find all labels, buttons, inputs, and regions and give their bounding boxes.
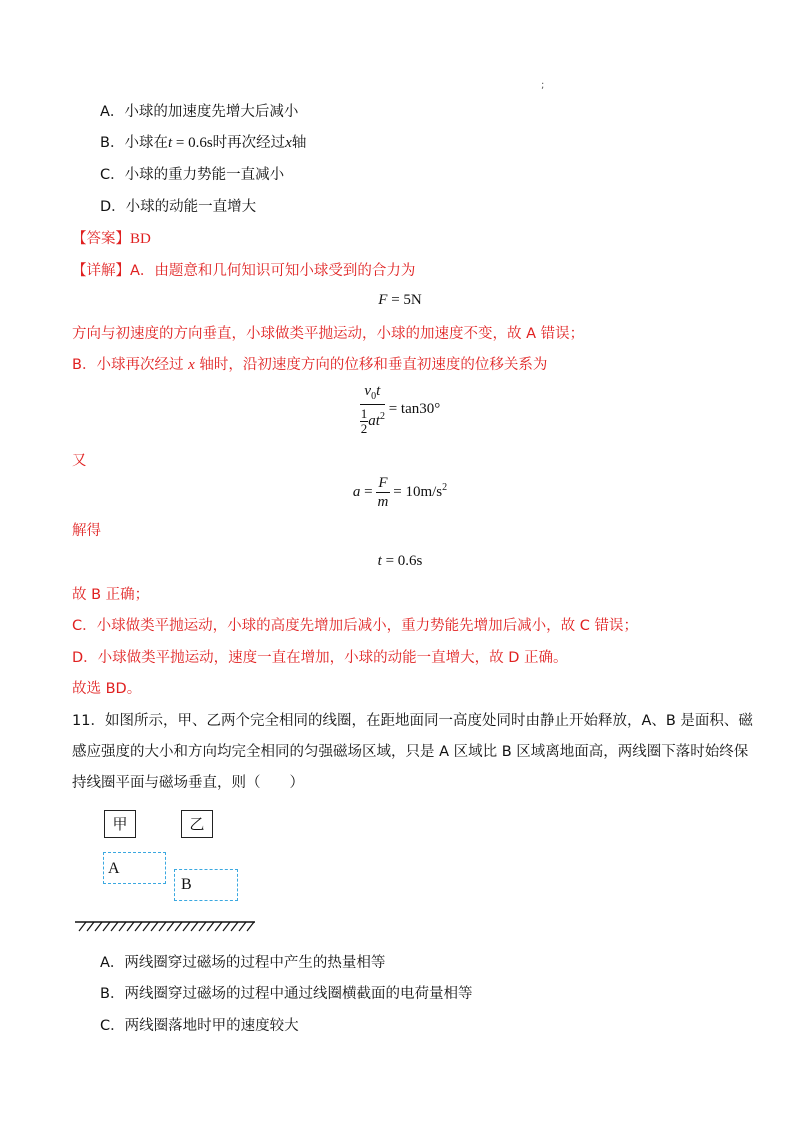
equation-acceleration: a = $\frac{F}{m}$ = $10m/s^2$ bbox=[352, 475, 448, 510]
detail-line-1: 【详解】A．由题意和几何知识可知小球受到的合力为 bbox=[72, 263, 416, 279]
q11-option-b: B．两线圈穿过磁场的过程中通过线圈横截面的电荷量相等 bbox=[100, 986, 473, 1002]
detail-line-9: 故选 BD。 bbox=[72, 681, 142, 697]
header-mark: ; bbox=[541, 80, 545, 91]
coil-yi: 乙 bbox=[181, 810, 213, 838]
detail-line-7: C．小球做类平抛运动，小球的高度先增加后减小，重力势能先增加后减小，故 C 错误； bbox=[72, 618, 638, 634]
question-11-line-1: 11．如图所示，甲、乙两个完全相同的线圈，在距地面同一高度处同时由静止开始释放，A、B 是面积、磁 bbox=[72, 713, 753, 729]
equation-force: F = 5N bbox=[378, 292, 422, 308]
detail-line-2: 方向与初速度的方向垂直，小球做类平抛运动，小球的加速度不变，故 A 错误； bbox=[72, 326, 585, 342]
question-11-line-3: 持线圈平面与磁场垂直，则（ ） bbox=[72, 775, 304, 791]
option-c: C．小球的重力势能一直减小 bbox=[100, 167, 285, 183]
detail-line-6: 故 B 正确； bbox=[72, 587, 150, 603]
detail-line-5: 解得 bbox=[72, 523, 101, 539]
detail-line-8: D．小球做类平抛运动，速度一直在增加，小球的动能一直增大，故 D 正确。 bbox=[72, 650, 568, 666]
ground-hatch bbox=[75, 920, 255, 932]
option-a: A．小球的加速度先增大后减小 bbox=[100, 104, 299, 120]
q11-option-c: C．两线圈落地时甲的速度较大 bbox=[100, 1018, 299, 1034]
equation-tan: $v_0t$ $\frac{1}{2}$ $at^2$ = tan30° bbox=[360, 383, 441, 436]
coil-jia: 甲 bbox=[104, 810, 136, 838]
q11-option-a: A．两线圈穿过磁场的过程中产生的热量相等 bbox=[100, 955, 386, 971]
option-d: D．小球的动能一直增大 bbox=[100, 199, 257, 215]
equation-time: t = 0.6s bbox=[377, 553, 423, 569]
answer-line: 【答案】BD bbox=[72, 231, 151, 247]
region-b-label: B bbox=[181, 876, 192, 893]
option-b: B．小球在t = 0.6s时再次经过x轴 bbox=[100, 135, 307, 151]
detail-line-3: B．小球再次经过 x 轴时，沿初速度方向的位移和垂直初速度的位移关系为 bbox=[72, 357, 548, 373]
region-a-label: A bbox=[108, 860, 120, 877]
question-11-line-2: 感应强度的大小和方向均完全相同的匀强磁场区域，只是 A 区域比 B 区域离地面高，两线圈下落时始终保 bbox=[72, 744, 749, 760]
detail-line-4: 又 bbox=[72, 453, 87, 469]
